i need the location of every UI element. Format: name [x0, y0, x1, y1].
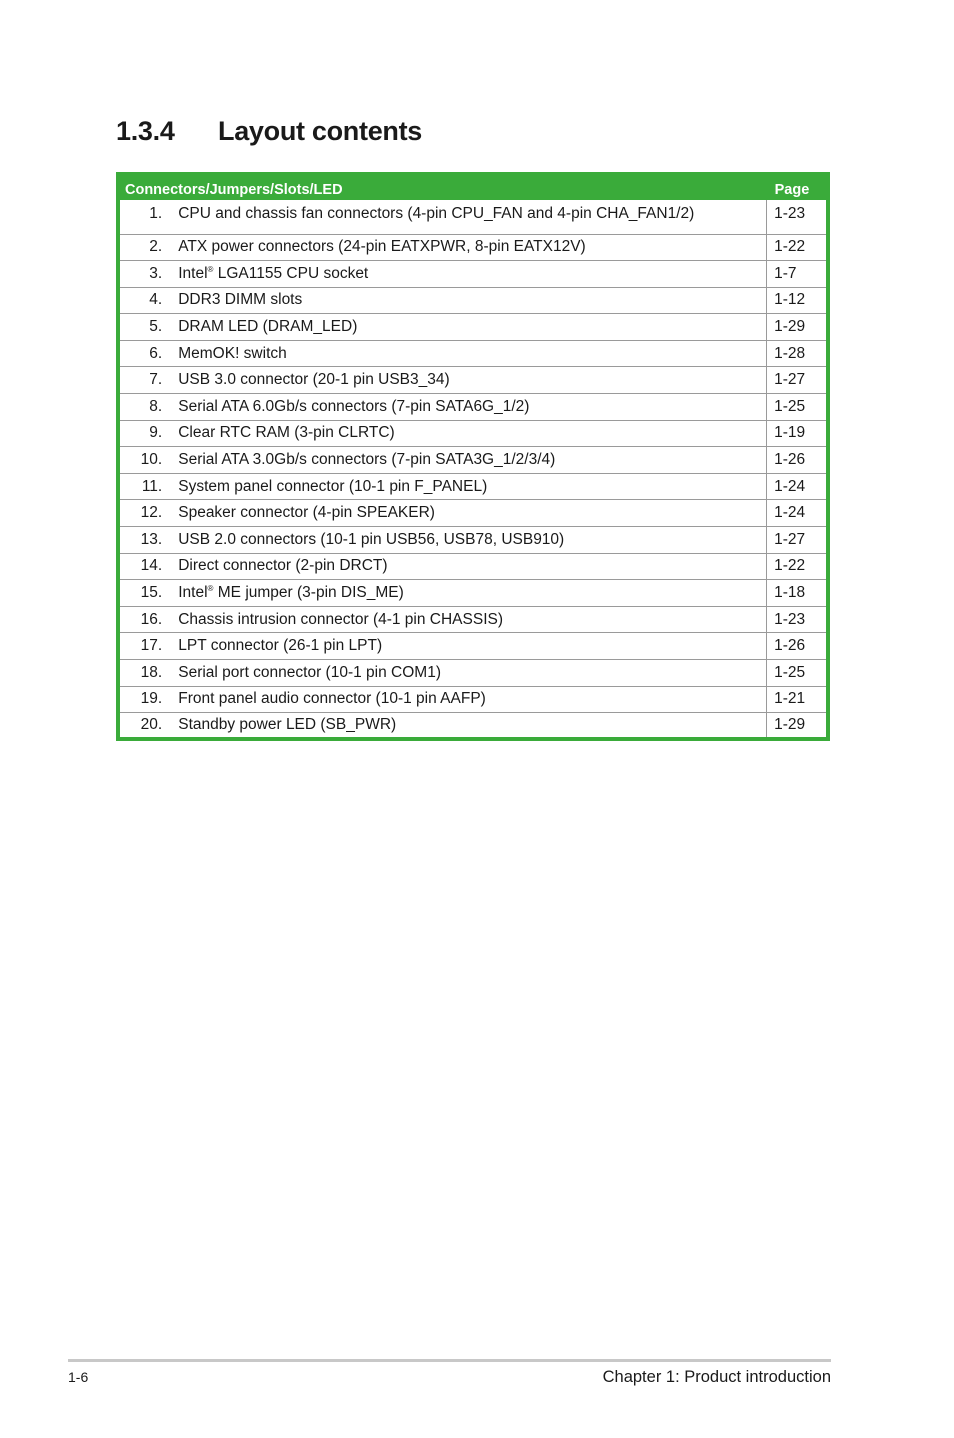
- row-description: [162, 261, 766, 288]
- registered-trademark-mark: ®: [207, 264, 214, 274]
- row-page: 1-29: [767, 713, 828, 740]
- header-item: Connectors/Jumpers/Slots/LED: [118, 174, 767, 200]
- footer-chapter-title: Chapter 1: Product introduction: [602, 1368, 831, 1386]
- row-number-text: 4.: [149, 291, 163, 309]
- table-row: [118, 500, 828, 527]
- row-number: [118, 713, 162, 740]
- row-number: [118, 420, 162, 447]
- row-description-text: Serial port connector (10-1 pin COM1): [178, 663, 441, 681]
- row-page: 1-27: [767, 367, 828, 394]
- row-description: [162, 633, 766, 660]
- row-description: [162, 606, 766, 633]
- row-number-text: 16.: [140, 610, 163, 628]
- table-row: [118, 580, 828, 607]
- row-page: 1-7: [767, 261, 828, 288]
- row-description: [162, 394, 766, 421]
- row-description-text: ATX power connectors (24-pin EATXPWR, 8-pin EATX12V): [178, 238, 586, 256]
- table-row: [118, 200, 828, 234]
- row-page: 1-18: [767, 580, 828, 607]
- table-row: [118, 633, 828, 660]
- row-number-text: 14.: [140, 557, 163, 575]
- row-description: [162, 660, 766, 687]
- row-page: 1-25: [767, 394, 828, 421]
- row-description: [162, 340, 766, 367]
- layout-contents-table: [116, 172, 830, 741]
- row-description-text: Chassis intrusion connector (4-1 pin CHASSIS): [178, 610, 504, 628]
- row-number: [118, 686, 162, 713]
- row-description: [162, 527, 766, 554]
- row-description: [162, 500, 766, 527]
- row-number-text: 5.: [149, 318, 163, 336]
- row-number: [118, 447, 162, 474]
- row-number: [118, 340, 162, 367]
- row-number-text: 2.: [149, 238, 163, 256]
- row-description-text: Intel: [178, 584, 208, 602]
- table-row: [118, 420, 828, 447]
- registered-trademark-mark: ®: [207, 583, 214, 593]
- row-number-text: 11.: [141, 477, 163, 495]
- footer-rule: [68, 1359, 831, 1362]
- row-description-text: Standby power LED (SB_PWR): [178, 716, 397, 734]
- row-number-text: 17.: [140, 637, 163, 655]
- table-row: [118, 394, 828, 421]
- row-number: [118, 200, 162, 234]
- row-number: [118, 473, 162, 500]
- row-number: [118, 500, 162, 527]
- row-description-text: MemOK! switch: [178, 344, 287, 362]
- table-row: [118, 447, 828, 474]
- row-page: 1-27: [767, 527, 828, 554]
- section-heading: [116, 116, 422, 147]
- row-number-text: 1.: [149, 205, 163, 222]
- table-row: [118, 553, 828, 580]
- row-number-text: 15.: [140, 584, 163, 602]
- row-number: [118, 553, 162, 580]
- row-number: [118, 261, 162, 288]
- row-number-text: 20.: [140, 716, 163, 734]
- row-description-text: DRAM LED (DRAM_LED): [178, 318, 358, 336]
- table-row: [118, 713, 828, 740]
- row-description-text: DDR3 DIMM slots: [178, 291, 303, 309]
- row-description-text: Clear RTC RAM (3-pin CLRTC): [178, 424, 395, 442]
- row-description-text: Speaker connector (4-pin SPEAKER): [178, 504, 435, 522]
- row-description: [162, 473, 766, 500]
- section-number: 1.3.4: [116, 116, 175, 146]
- row-number: [118, 287, 162, 314]
- row-description: [162, 447, 766, 474]
- row-description: [162, 580, 766, 607]
- table-row: [118, 660, 828, 687]
- row-description-text: Direct connector (2-pin DRCT): [178, 557, 388, 575]
- row-number-text: 9.: [149, 424, 163, 442]
- row-description-text: System panel connector (10-1 pin F_PANEL): [178, 477, 488, 495]
- row-description-text: LPT connector (26-1 pin LPT): [178, 637, 383, 655]
- table-row: [118, 261, 828, 288]
- row-description-text-cont: ME jumper (3-pin DIS_ME): [213, 584, 404, 602]
- row-page: 1-24: [767, 500, 828, 527]
- row-description: [162, 287, 766, 314]
- row-description-text: Front panel audio connector (10-1 pin AAFP): [178, 690, 486, 708]
- row-description-text-cont: LGA1155 CPU socket: [213, 264, 369, 282]
- row-description-text: CPU and chassis fan connectors (4-pin CPU_FAN and 4-pin CHA_FAN1/2): [178, 205, 695, 222]
- table-row: [118, 367, 828, 394]
- header-page: Page: [767, 174, 828, 200]
- row-number-text: 12.: [140, 504, 163, 522]
- row-page: 1-21: [767, 686, 828, 713]
- row-number: [118, 367, 162, 394]
- table-row: [118, 287, 828, 314]
- row-page: 1-26: [767, 447, 828, 474]
- row-page: 1-25: [767, 660, 828, 687]
- row-page: 1-22: [767, 234, 828, 261]
- row-description-text: Serial ATA 3.0Gb/s connectors (7-pin SATA3G_1/2/3/4): [178, 451, 556, 469]
- row-description: [162, 420, 766, 447]
- section-title: Layout contents: [218, 116, 423, 146]
- row-description: [162, 553, 766, 580]
- row-description: [162, 314, 766, 341]
- row-number: [118, 234, 162, 261]
- row-description: [162, 686, 766, 713]
- row-number: [118, 394, 162, 421]
- row-number: [118, 606, 162, 633]
- row-number-text: 10.: [140, 451, 163, 469]
- row-description: [162, 713, 766, 740]
- row-description: [162, 367, 766, 394]
- footer-page-number: 1-6: [68, 1369, 89, 1385]
- row-page: 1-24: [767, 473, 828, 500]
- row-page: 1-29: [767, 314, 828, 341]
- table-body: [118, 200, 828, 739]
- row-description: [162, 200, 766, 234]
- row-number-text: 3.: [149, 264, 163, 282]
- row-page: 1-12: [767, 287, 828, 314]
- row-page: 1-22: [767, 553, 828, 580]
- row-page: 1-19: [767, 420, 828, 447]
- row-page: 1-23: [767, 606, 828, 633]
- table-header-row: [118, 174, 828, 200]
- row-description-text: Serial ATA 6.0Gb/s connectors (7-pin SATA6G_1/2): [178, 397, 530, 415]
- row-number-text: 7.: [149, 371, 163, 389]
- row-description: [162, 234, 766, 261]
- row-page: 1-23: [767, 200, 828, 234]
- row-page: 1-26: [767, 633, 828, 660]
- row-number: [118, 527, 162, 554]
- table-row: [118, 686, 828, 713]
- row-description-text: Intel: [178, 264, 208, 282]
- table-row: [118, 473, 828, 500]
- table-row: [118, 234, 828, 261]
- row-number: [118, 580, 162, 607]
- row-page: 1-28: [767, 340, 828, 367]
- row-number-text: 8.: [149, 397, 163, 415]
- table-row: [118, 527, 828, 554]
- row-number-text: 19.: [140, 690, 163, 708]
- row-number-text: 18.: [140, 663, 163, 681]
- table-row: [118, 606, 828, 633]
- row-number: [118, 660, 162, 687]
- table-row: [118, 340, 828, 367]
- table-row: [118, 314, 828, 341]
- row-description-text: USB 2.0 connectors (10-1 pin USB56, USB78, USB910): [178, 530, 565, 548]
- row-number: [118, 314, 162, 341]
- row-number: [118, 633, 162, 660]
- row-number-text: 6.: [149, 344, 163, 362]
- row-description-text: USB 3.0 connector (20-1 pin USB3_34): [178, 371, 450, 389]
- row-number-text: 13.: [140, 530, 163, 548]
